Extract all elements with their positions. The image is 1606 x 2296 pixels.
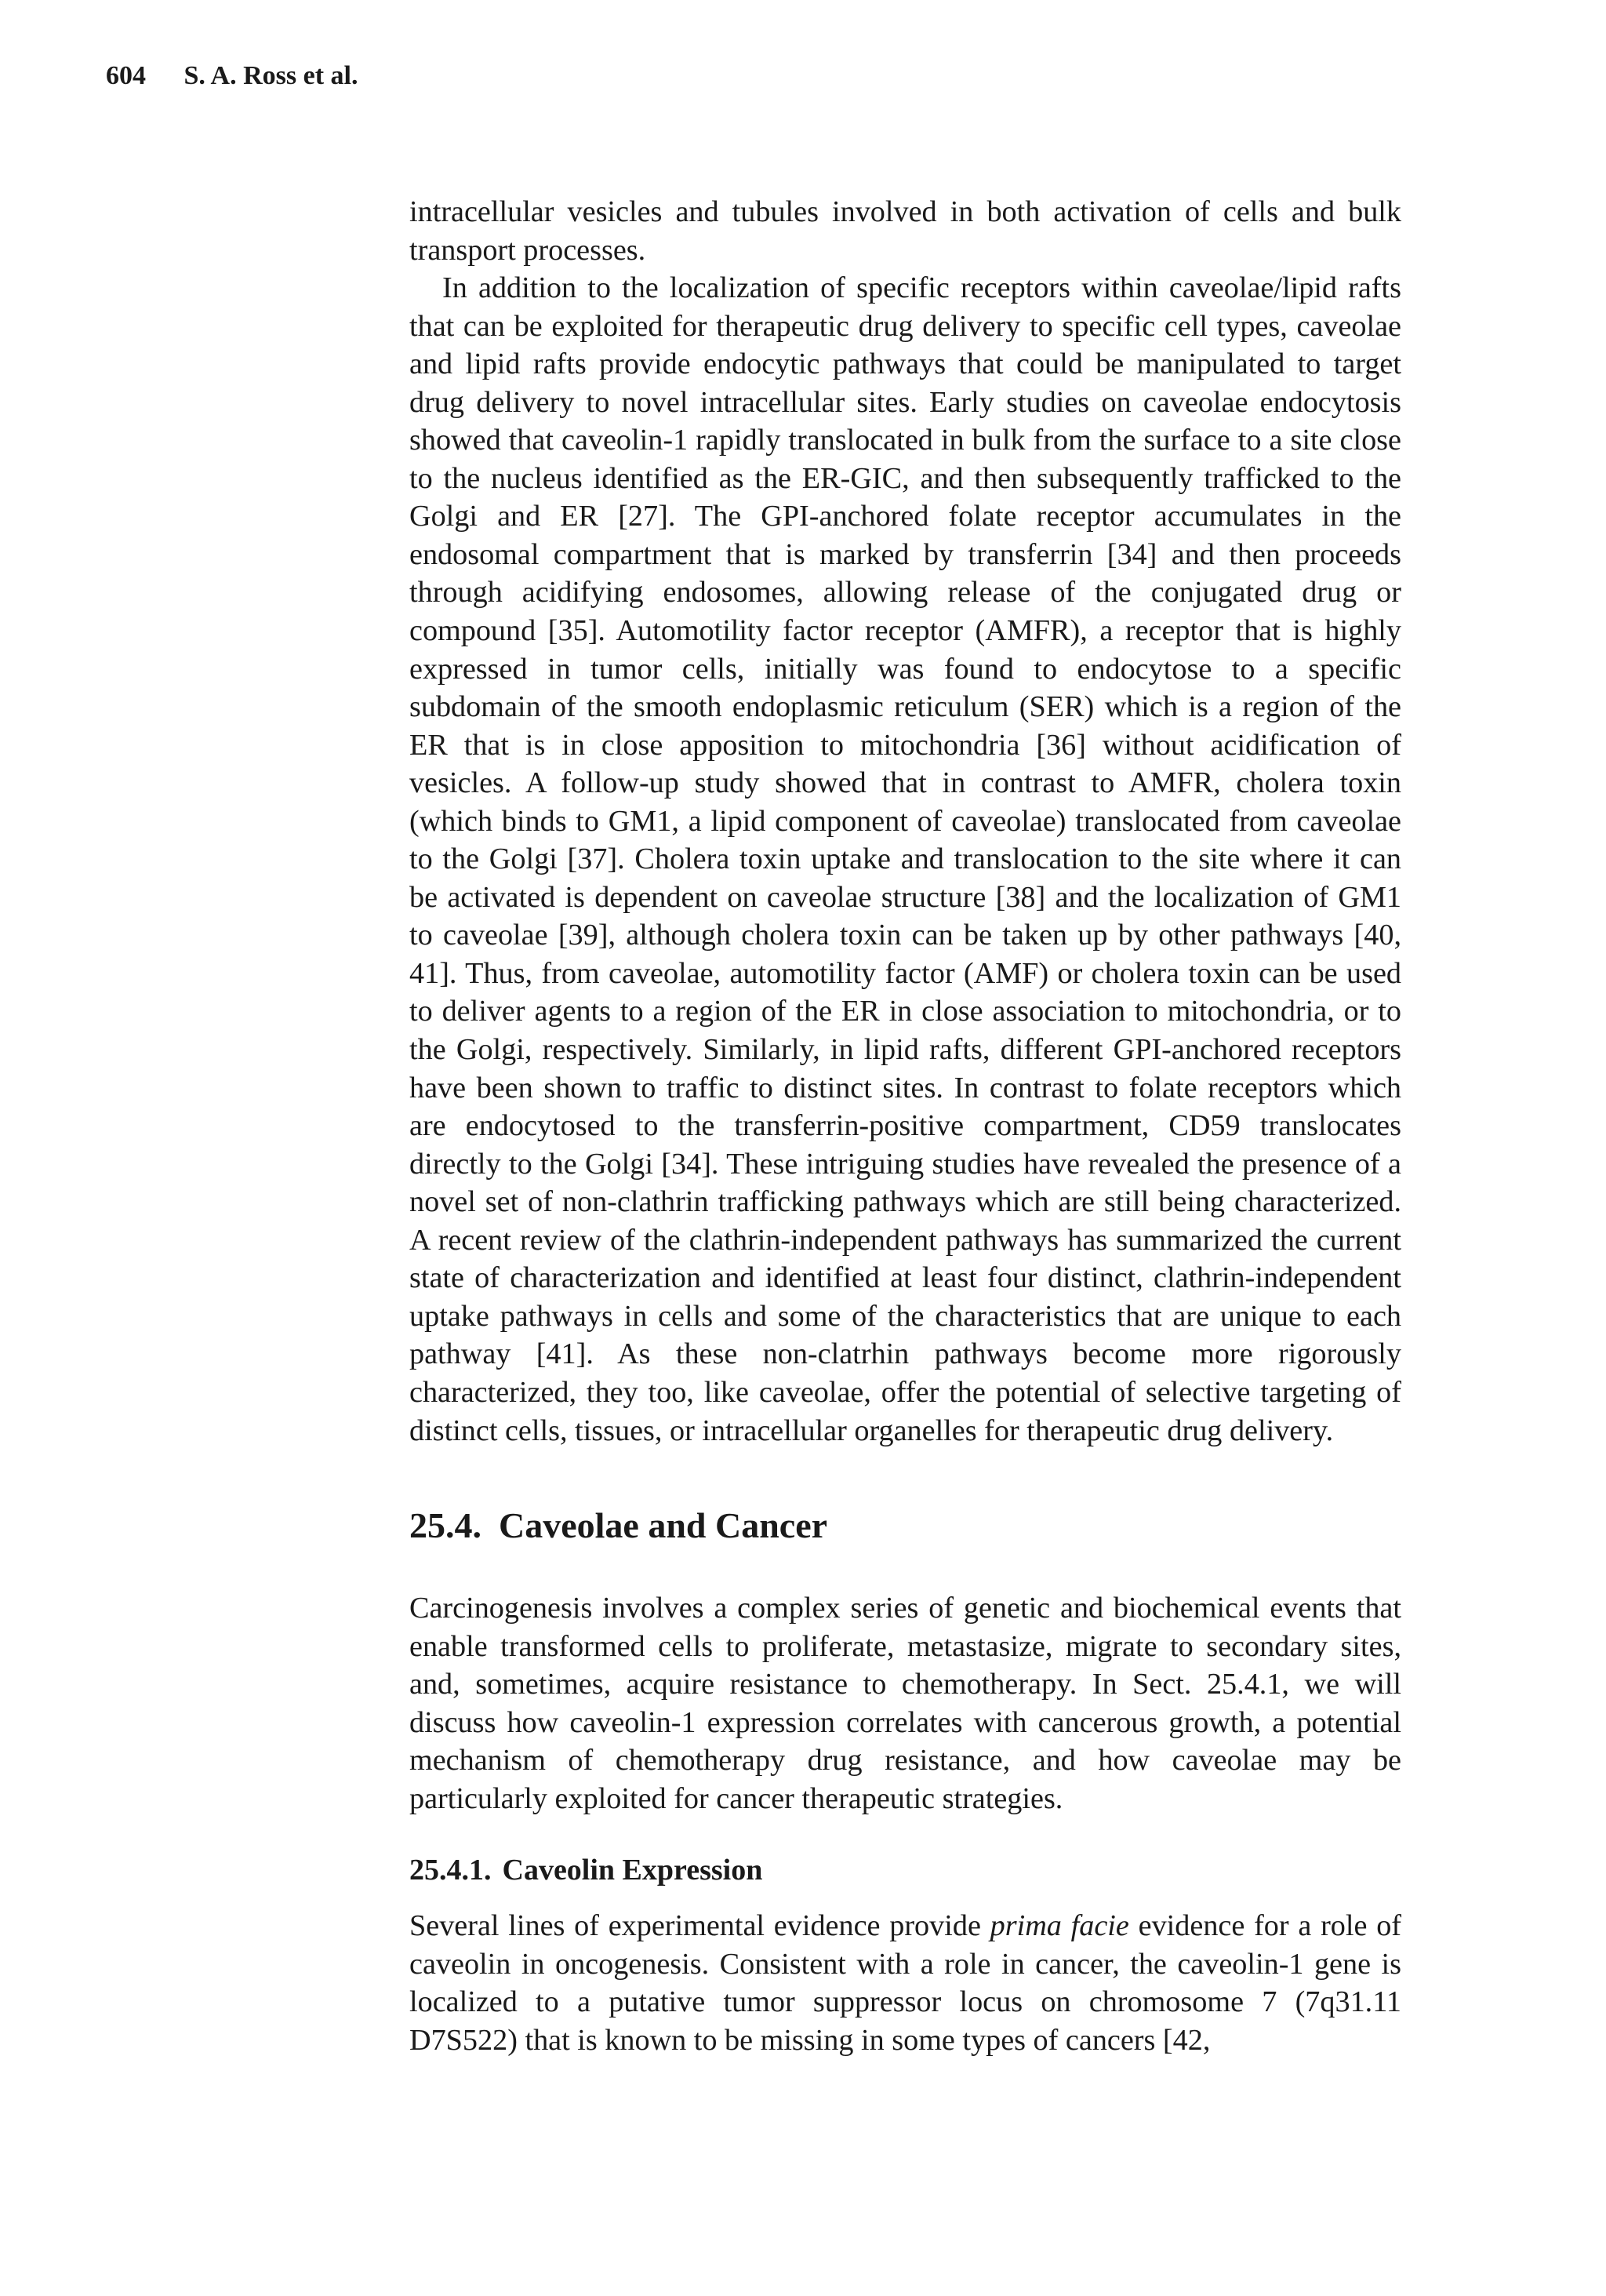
paragraph (409, 1907, 1401, 2059)
paragraph-text: Several lines of experimental evidence provide (409, 1909, 990, 1943)
subsection-number: 25.4.1. (409, 1854, 492, 1887)
paragraph: intracellular vesicles and tubules involved in both activation of cells and bulk transport processes. (409, 195, 1401, 267)
paragraph: Carcinogenesis involves a complex series of genetic and biochemical events that enable transformed cells to proliferate, metastasize, migrate to secondary sites, and, sometimes, acquire resistance to chemotherapy. In Sect. 25.4.1, we will discuss how caveolin-1 expression correlates with cancerous growth, a potential mechanism of chemotherapy drug resistance, and how caveolae may be particularly exploited for cancer therapeutic strategies. (409, 1592, 1401, 1815)
running-head-authors: S. A. Ross et al. (183, 61, 358, 90)
section-title: Caveolae and Cancer (499, 1505, 828, 1546)
running-head (106, 63, 358, 89)
main-text (409, 193, 1401, 2060)
paragraph-text: evidence for a role of caveolin in oncogenesis. Consistent with a role in cancer, the caveolin-1 gene is localized to a putative tumor suppressor locus on chromosome 7 (7q31.11 D7S522) that is known to be missing in some types of cancers [42, (409, 1909, 1402, 2057)
subsection-title: Caveolin Expression (502, 1854, 763, 1887)
section-heading (409, 1504, 1401, 1548)
subsection-heading (409, 1851, 1401, 1889)
paragraph: In addition to the localization of specific receptors within caveolae/lipid rafts that can be exploited for therapeutic drug delivery to specific cell types, caveolae and lipid rafts provide endocytic pathways that could be manipulated to target drug delivery to novel intracellular sites. Early studies on caveolae endocytosis showed that caveolin-1 rapidly translocated in bulk from the surface to a site close to the nucleus identified as the ER-GIC, and then subsequently trafficked to the Golgi and ER [27]. The GPI-anchored folate receptor accumulates in the endosomal compartment that is marked by transferrin [34] and then proceeds through acidifying endosomes, allowing release of the conjugated drug or compound [35]. Automotility factor receptor (AMFR), a receptor that is highly expressed in tumor cells, initially was found to endocytose to a specific subdomain of the smooth endoplasmic reticulum (SER) which is a region of the ER that is in close apposition to mitochondria [36] without acidification of vesicles. A follow-up study showed that in contrast to AMFR, cholera toxin (which binds to GM1, a lipid component of caveolae) translocated from caveolae to the Golgi [37]. Cholera toxin uptake and translocation to the site where it can be activated is dependent on caveolae structure [38] and the localization of GM1 to caveolae [39], although cholera toxin can be taken up by other pathways [40, 41]. Thus, from caveolae, automotility factor (AMF) or cholera toxin can be used to deliver agents to a region of the ER in close association to mitochondria, or to the Golgi, respectively. Similarly, in lipid rafts, different GPI-anchored receptors have been shown to traffic to distinct sites. In contrast to folate receptors which are endocytosed to the transferrin-positive compartment, CD59 translocates directly to the Golgi [34]. These intriguing studies have revealed the presence of a novel set of non-clathrin trafficking pathways which are still being characterized. A recent review of the clathrin-independent pathways has summarized the current state of characterization and identified at least four distinct, clathrin-independent uptake pathways in cells and some of the characteristics that are unique to each pathway [41]. As these non-clatrhin pathways become more rigorously characterized, they too, like caveolae, offer the potential of selective targeting of distinct cells, tissues, or intracellular organelles for therapeutic drug delivery. (409, 271, 1401, 1447)
page-number: 604 (106, 61, 146, 90)
italic-phrase: prima facie (990, 1909, 1129, 1943)
section-number: 25.4. (409, 1505, 481, 1546)
